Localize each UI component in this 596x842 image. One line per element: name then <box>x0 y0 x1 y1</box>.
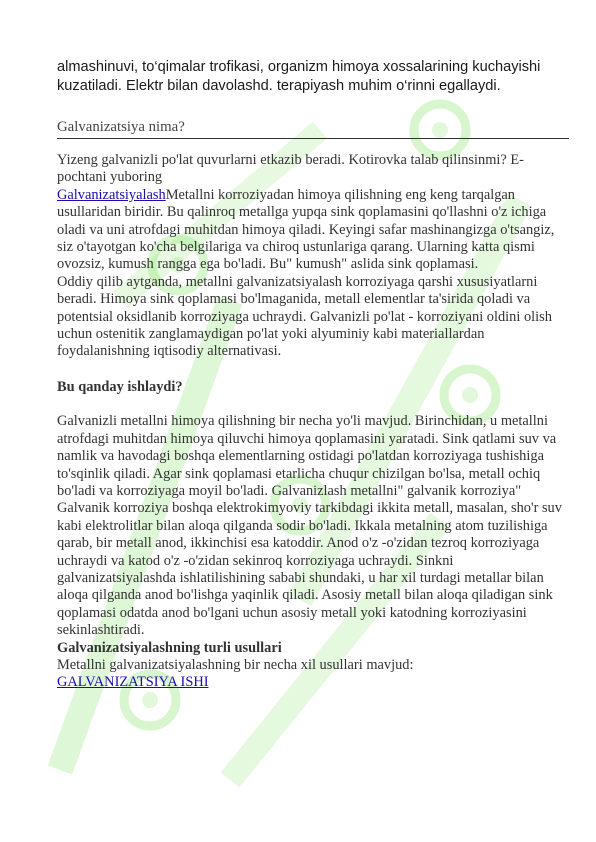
paragraph-3: Galvanizli metallni himoya qilishning bir necha yo'li mavjud. Birinchidan, u metallni atrofdagi muhitdan himoya qiluvchi himoya qoplamasini yaratadi. Sink qatlami suv va namlik va havodagi boshqa elementlarning ostidagi po'latdan korroziyaga tushishiga to'sqinlik qiladi. Agar sink qoplamasi etarlicha chuqur chizilgan bo'lsa, metall ochiq bo'ladi va korroziyaga moyil bo'ladi. Galvanizlash metallni" galvanik korroziya" Galvanik korroziya boshqa elektrokimyoviy tarkibdagi ikkita metall, masalan, sho'r suv kabi elektrolitlar bilan aloqa qilganda sodir bo'ladi. Ikkala metalning atom tuzilishiga qarab, bir metall anod, ikkinchisi esa katoddir. Anod o'z -o'zidan tezroq korroziyaga uchraydi va katod o'z -o'zidan sekinroq korroziyaga uchraydi. Sinkni galvanizatsiyalashda ishlatilishining sababi shundaki, u har xil turdagi metallar bilan aloqa qilganda anod bo'lishga yaqinlik qiladi. Asosiy metall bilan aloqa qiladigan sink qoplamasi odatda anod bo'lgani uchun asosiy metall yoki katodning korroziyasini sekinlashtiradi. <box>57 413 562 639</box>
galvanizatsiya-ishi-link[interactable]: GALVANIZATSIYA ISHI <box>57 674 209 691</box>
heading-methods: Galvanizatsiyalashning turli usullari <box>57 639 282 656</box>
section-title: Galvanizatsiya nima? <box>57 118 569 139</box>
paragraph-2: Oddiy qilib aytganda, metallni galvanizatsiyalash korroziyaga qarshi xususiyatlarni beradi. Himoya sink qoplamasi bo'lmaganida, metall elementlar ta'sirida qoladi va potentsial oksidlanib korroziyaga uchraydi. Galvanizli po'lat - korroziyani oldini olish uchun ostenitik zanglamaydigan po'lat yoki alyuminiy kabi materiallardan foydalanishning iqtisodiy alternativasi. <box>57 273 552 360</box>
paragraph-4: Metallni galvanizatsiyalashning bir necha xil usullari mavjud: <box>57 656 414 673</box>
question-paragraph <box>57 152 569 274</box>
heading-how-it-works: Bu qanday ishlaydi? <box>57 378 183 395</box>
document-body <box>57 58 569 692</box>
paragraph-1-text: Metallni korroziyadan himoya qilishning eng keng tarqalgan usullaridan biridir. Bu qalinroq metallga yupqa sink qoplamasini qo'llashni o'z ichiga oladi va uni atrofdagi muhitdan himoya qiladi. Keyingi safar mashinangizga o'tsangiz, siz o'tayotgan ko'cha belgilariga va chiroq ustunlariga qarang. Ularning katta qismi ovozsiz, kumush rangga ega bo'ladi. Bu" kumush" aslida sink qoplamasi. <box>57 186 555 273</box>
question-text: Yizeng galvanizli po'lat quvurlarni etkazib beradi. Kotirovka talab qilinsinmi? E-pochtani yuboring <box>57 152 524 186</box>
galvanizatsiyalash-link[interactable]: Galvanizatsiyalash <box>57 186 166 203</box>
intro-paragraph: almashinuvi, to‘qimalar trofikasi, organizm himoya xossalarining kuchayishi kuzatiladi. Elektr bilan davolashd. terapiyash muhim o‘rinni egallaydi. <box>57 59 541 94</box>
